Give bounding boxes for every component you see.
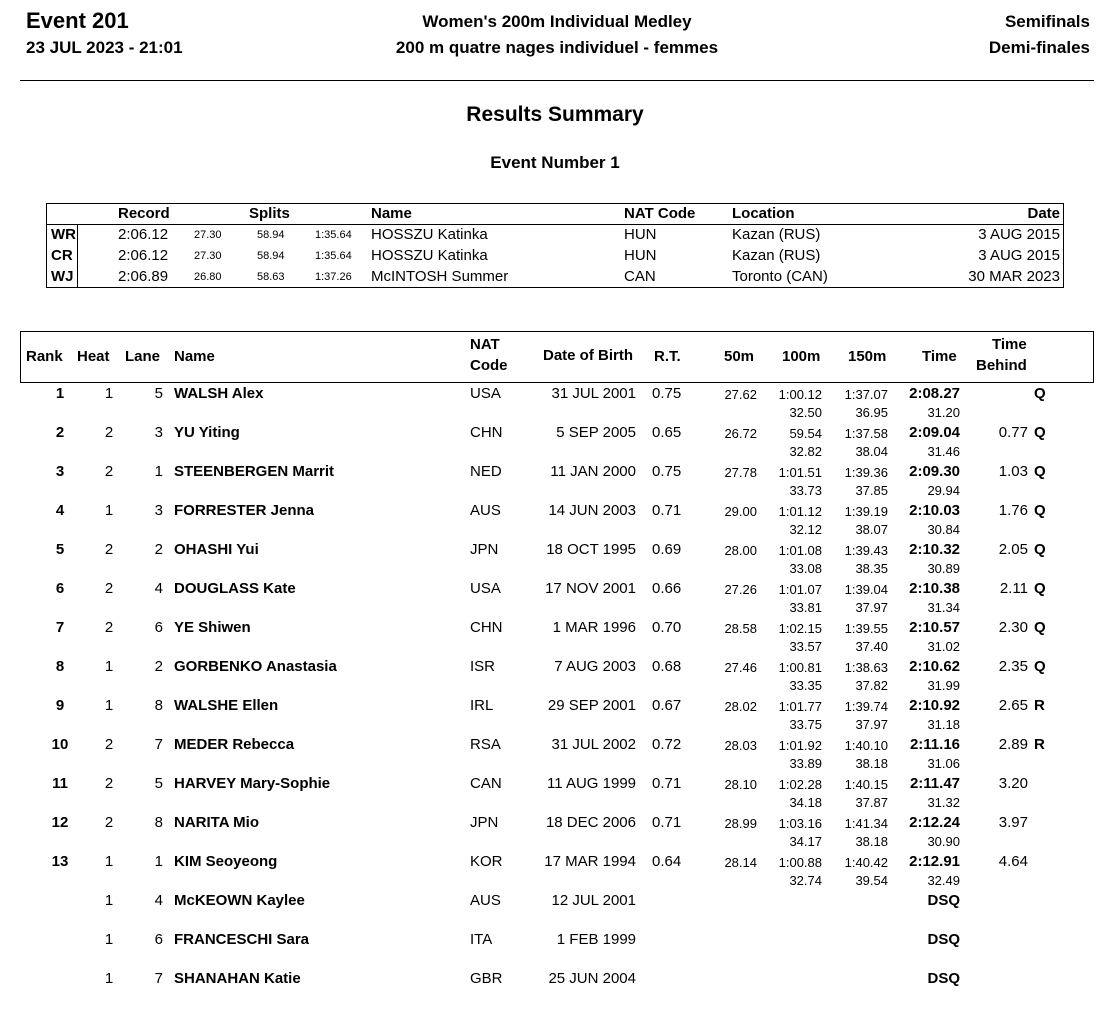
record-name: McINTOSH Summer [371,268,509,285]
result-dob: 1 FEB 1999 [556,931,636,948]
result-lap-150m: 39.54 [855,873,888,888]
result-qualification: R [1034,697,1045,714]
result-split-100m: 1:00.12 [778,387,822,402]
event-datetime: 23 JUL 2023 - 21:01 [26,38,183,57]
result-name: MEDER Rebecca [174,736,295,753]
event-title-en: Women's 200m Individual Medley [422,12,692,31]
result-lane: 4 [154,580,163,597]
record-split-150: 1:35.64 [315,250,352,262]
result-qualification: Q [1034,658,1046,675]
result-time: DSQ [927,970,960,987]
result-qualification: Q [1034,619,1046,636]
record-nat: CAN [624,268,656,285]
result-split-150m: 1:38.63 [844,660,888,675]
result-name: KIM Seoyeong [174,853,278,870]
record-location: Kazan (RUS) [732,247,821,264]
result-row [0,967,1100,1006]
result-lap-final: 31.20 [927,405,960,420]
result-lap-100m: 32.12 [789,522,822,537]
result-qualification: Q [1034,463,1046,480]
header-divider [20,80,1094,81]
result-time-behind: 3.20 [998,775,1028,792]
record-row [47,245,1063,266]
result-split-50m: 28.00 [724,543,757,558]
result-heat: 2 [104,580,114,597]
result-reaction-time: 0.70 [652,619,682,636]
result-split-150m: 1:37.58 [844,426,888,441]
result-nat: IRL [470,697,494,714]
result-heat: 1 [104,697,114,714]
result-heat: 2 [104,775,114,792]
record-location: Toronto (CAN) [732,268,828,285]
result-time-behind: 2.35 [998,658,1028,675]
result-reaction-time: 0.69 [652,541,682,558]
result-split-50m: 29.00 [724,504,757,519]
result-time: 2:10.32 [909,541,960,558]
record-nat: HUN [624,247,657,264]
result-nat: JPN [470,814,499,831]
result-lap-100m: 32.74 [789,873,822,888]
result-heat: 1 [104,853,114,870]
result-split-100m: 1:01.07 [778,582,822,597]
result-lap-100m: 33.81 [789,600,822,615]
records-header-record: Record [118,205,170,222]
result-lap-150m: 38.18 [855,756,888,771]
result-qualification: Q [1034,541,1046,558]
result-rank: 12 [51,814,69,831]
result-qualification: Q [1034,385,1046,402]
result-row [0,655,1100,694]
result-lap-100m: 33.08 [789,561,822,576]
result-row [0,850,1100,889]
result-lap-final: 31.06 [927,756,960,771]
result-time: 2:11.16 [909,736,960,753]
result-reaction-time: 0.75 [652,463,682,480]
result-split-150m: 1:39.55 [844,621,888,636]
result-lap-150m: 38.35 [855,561,888,576]
result-qualification: Q [1034,502,1046,519]
result-nat: CHN [470,424,503,441]
header-heat: Heat [77,348,110,365]
result-time-behind: 3.97 [998,814,1028,831]
result-split-100m: 1:01.12 [778,504,822,519]
result-time: 2:10.38 [909,580,960,597]
header-150m: 150m [848,348,887,365]
event-title-fr: 200 m quatre nages individuel - femmes [395,38,719,57]
result-dob: 31 JUL 2002 [551,736,636,753]
result-lap-100m: 33.89 [789,756,822,771]
result-nat: ITA [470,931,493,948]
result-split-100m: 1:01.08 [778,543,822,558]
result-time: 2:09.04 [909,424,960,441]
result-heat: 2 [104,814,114,831]
records-header-date: Date [1027,205,1060,222]
result-dob: 25 JUN 2004 [548,970,636,987]
result-heat: 2 [104,424,114,441]
result-name: NARITA Mio [174,814,259,831]
result-name: McKEOWN Kaylee [174,892,305,909]
result-reaction-time: 0.72 [652,736,682,753]
record-split-150: 1:35.64 [315,229,352,241]
result-reaction-time: 0.71 [652,502,682,519]
result-nat: GBR [470,970,503,987]
result-lap-final: 31.46 [927,444,960,459]
record-split-150: 1:37.26 [315,271,352,283]
phase-en: Semifinals [1004,12,1090,31]
result-split-150m: 1:40.42 [844,855,888,870]
record-row [47,266,1063,287]
result-lane: 4 [154,892,163,909]
result-name: DOUGLASS Kate [174,580,296,597]
result-split-50m: 28.58 [724,621,757,636]
result-lap-150m: 38.18 [855,834,888,849]
result-rank: 4 [55,502,65,519]
result-time: DSQ [927,892,960,909]
header-100m: 100m [782,348,821,365]
result-name: HARVEY Mary-Sophie [174,775,331,792]
result-name: WALSH Alex [174,385,264,402]
result-split-50m: 28.99 [724,816,757,831]
result-rank: 11 [52,775,68,792]
result-time-behind: 1.03 [998,463,1028,480]
result-split-100m: 1:02.15 [778,621,822,636]
result-dob: 7 AUG 2003 [554,658,636,675]
result-lap-final: 30.89 [927,561,960,576]
header-name: Name [174,348,215,365]
result-name: STEENBERGEN Marrit [174,463,335,480]
result-heat: 1 [104,892,114,909]
result-reaction-time: 0.65 [652,424,682,441]
result-lap-150m: 37.97 [855,717,888,732]
result-lane: 7 [154,970,163,987]
result-split-50m: 27.46 [724,660,757,675]
result-lap-100m: 33.57 [789,639,822,654]
result-split-50m: 27.62 [724,387,757,402]
result-time: DSQ [927,931,960,948]
result-dob: 17 MAR 1994 [544,853,636,870]
header-rank: Rank [26,348,63,365]
result-heat: 1 [104,502,114,519]
record-split-100: 58.63 [257,271,285,283]
result-split-50m: 27.26 [724,582,757,597]
header-lane: Lane [125,348,161,365]
result-split-50m: 28.14 [724,855,757,870]
record-split-100: 58.94 [257,250,285,262]
result-time-behind: 2.05 [998,541,1028,558]
result-lap-final: 31.32 [927,795,960,810]
result-rank: 8 [55,658,65,675]
result-name: FRANCESCHI Sara [174,931,310,948]
result-dob: 29 SEP 2001 [547,697,636,714]
result-lane: 2 [154,658,163,675]
result-row [0,889,1100,928]
result-nat: USA [470,385,501,402]
result-row [0,694,1100,733]
record-split-100: 58.94 [257,229,285,241]
result-split-150m: 1:39.43 [844,543,888,558]
record-name: HOSSZU Katinka [371,247,488,264]
result-reaction-time: 0.71 [652,814,682,831]
result-time: 2:12.24 [909,814,960,831]
result-split-50m: 28.03 [724,738,757,753]
result-rank: 10 [51,736,69,753]
result-time-behind: 0.77 [998,424,1028,441]
header-rt: R.T. [654,348,681,365]
result-lap-150m: 37.97 [855,600,888,615]
result-name: GORBENKO Anastasia [174,658,337,675]
result-dob: 14 JUN 2003 [548,502,636,519]
result-split-100m: 1:03.16 [778,816,822,831]
result-row [0,733,1100,772]
result-name: OHASHI Yui [174,541,259,558]
result-rank: 5 [55,541,65,558]
result-time: 2:10.57 [909,619,960,636]
result-row [0,421,1100,460]
result-lane: 5 [154,775,163,792]
result-split-100m: 1:00.88 [778,855,822,870]
result-rank: 9 [55,697,65,714]
result-row [0,616,1100,655]
result-name: WALSHE Ellen [174,697,279,714]
result-reaction-time: 0.75 [652,385,682,402]
result-lap-100m: 34.17 [789,834,822,849]
result-nat: AUS [470,502,501,519]
result-lap-150m: 37.82 [855,678,888,693]
result-lap-100m: 34.18 [789,795,822,810]
result-time: 2:10.92 [909,697,960,714]
result-heat: 2 [104,463,114,480]
result-split-50m: 27.78 [724,465,757,480]
result-time: 2:12.91 [909,853,960,870]
result-nat: ISR [470,658,496,675]
result-split-150m: 1:39.36 [844,465,888,480]
result-lane: 1 [154,853,163,870]
result-lane: 6 [154,619,163,636]
result-lap-final: 31.99 [927,678,960,693]
result-lap-150m: 37.87 [855,795,888,810]
result-lane: 1 [154,463,163,480]
result-row [0,811,1100,850]
result-nat: CAN [470,775,502,792]
result-time: 2:10.03 [909,502,960,519]
result-heat: 1 [104,658,114,675]
result-split-150m: 1:39.74 [844,699,888,714]
result-lap-150m: 38.07 [855,522,888,537]
result-lap-final: 31.02 [927,639,960,654]
result-split-100m: 1:00.81 [778,660,822,675]
result-row [0,382,1100,421]
result-time-behind: 2.65 [998,697,1028,714]
result-lane: 8 [154,814,163,831]
result-row [0,928,1100,967]
result-time-behind: 4.64 [998,853,1028,870]
result-rank: 2 [55,424,65,441]
header-nat: NAT [470,336,500,353]
result-heat: 1 [104,931,114,948]
record-type: WR [51,226,76,243]
records-header-location: Location [732,205,795,222]
result-heat: 1 [104,385,114,402]
phase-fr: Demi-finales [988,38,1090,57]
result-dob: 12 JUL 2001 [551,892,636,909]
result-rank: 1 [55,385,65,402]
result-dob: 1 MAR 1996 [552,619,636,636]
result-row [0,577,1100,616]
result-lap-100m: 32.50 [789,405,822,420]
result-lap-150m: 38.04 [855,444,888,459]
header-code: Code [470,357,508,374]
record-time: 2:06.89 [118,268,169,285]
result-reaction-time: 0.66 [652,580,682,597]
result-qualification: Q [1034,424,1046,441]
records-header-nat: NAT Code [624,205,696,222]
result-split-50m: 26.72 [724,426,757,441]
result-split-150m: 1:39.19 [844,504,888,519]
result-lap-final: 30.90 [927,834,960,849]
result-dob: 31 JUL 2001 [551,385,636,402]
record-row [47,224,1063,245]
result-split-100m: 1:01.51 [778,465,822,480]
result-heat: 1 [104,970,114,987]
record-date: 30 MAR 2023 [968,268,1060,285]
event-label: Event 201 [26,8,129,33]
result-dob: 17 NOV 2001 [545,580,636,597]
event-number: Event Number 1 [490,153,620,172]
result-dob: 5 SEP 2005 [556,424,636,441]
result-name: FORRESTER Jenna [174,502,315,519]
record-split-50: 27.30 [194,229,222,241]
result-lap-150m: 37.85 [855,483,888,498]
header-time-behind-1: Time [992,336,1027,353]
record-type: CR [51,247,73,264]
record-location: Kazan (RUS) [732,226,821,243]
result-lap-150m: 36.95 [855,405,888,420]
record-time: 2:06.12 [118,247,169,264]
result-name: YU Yiting [174,424,240,441]
result-lane: 7 [154,736,163,753]
result-rank: 3 [55,463,65,480]
record-date: 3 AUG 2015 [978,226,1060,243]
result-lap-100m: 32.82 [789,444,822,459]
result-reaction-time: 0.64 [652,853,682,870]
result-name: SHANAHAN Katie [174,970,301,987]
result-lane: 3 [154,424,163,441]
record-type: WJ [51,268,74,285]
result-lane: 6 [154,931,163,948]
result-nat: USA [470,580,501,597]
result-name: YE Shiwen [174,619,251,636]
result-time: 2:09.30 [909,463,960,480]
result-time-behind: 2.89 [998,736,1028,753]
record-nat: HUN [624,226,657,243]
result-time: 2:11.47 [909,775,960,792]
result-time: 2:10.62 [909,658,960,675]
result-nat: CHN [470,619,503,636]
record-time: 2:06.12 [118,226,169,243]
result-lap-100m: 33.75 [789,717,822,732]
result-rank: 13 [51,853,69,870]
result-time: 2:08.27 [909,385,960,402]
result-lane: 3 [154,502,163,519]
result-split-100m: 1:01.92 [778,738,822,753]
result-row [0,772,1100,811]
records-header-splits: Splits [249,205,290,222]
result-reaction-time: 0.71 [652,775,682,792]
result-nat: RSA [470,736,501,753]
result-lap-100m: 33.73 [789,483,822,498]
records-header-name: Name [371,205,412,222]
result-dob: 18 DEC 2006 [545,814,636,831]
result-lane: 5 [154,385,163,402]
result-split-150m: 1:41.34 [844,816,888,831]
record-split-50: 26.80 [194,271,222,283]
record-date: 3 AUG 2015 [978,247,1060,264]
result-lane: 8 [154,697,163,714]
result-dob: 11 JAN 2000 [550,463,636,480]
result-heat: 2 [104,541,114,558]
result-split-150m: 1:40.15 [844,777,888,792]
result-dob: 18 OCT 1995 [546,541,636,558]
header-time: Time [922,348,957,365]
result-reaction-time: 0.68 [652,658,682,675]
result-row [0,538,1100,577]
result-lap-final: 31.18 [927,717,960,732]
result-split-50m: 28.02 [724,699,757,714]
result-row [0,460,1100,499]
result-qualification: R [1034,736,1045,753]
record-split-50: 27.30 [194,250,222,262]
result-lap-final: 31.34 [927,600,960,615]
record-name: HOSSZU Katinka [371,226,488,243]
records-header [47,203,1063,224]
result-split-150m: 1:39.04 [844,582,888,597]
result-heat: 2 [104,736,114,753]
header-50m: 50m [724,348,755,365]
result-nat: NED [470,463,502,480]
result-time-behind: 2.30 [998,619,1028,636]
result-split-100m: 59.54 [789,426,822,441]
result-time-behind: 2.11 [999,580,1028,597]
result-dob: 11 AUG 1999 [547,775,636,792]
header-time-behind-2: Behind [976,357,1027,374]
result-lap-100m: 33.35 [789,678,822,693]
result-time-behind: 1.76 [998,502,1028,519]
result-reaction-time: 0.67 [652,697,682,714]
result-heat: 2 [104,619,114,636]
result-split-100m: 1:01.77 [778,699,822,714]
result-split-100m: 1:02.28 [778,777,822,792]
result-nat: KOR [470,853,503,870]
result-nat: JPN [470,541,499,558]
result-split-150m: 1:37.07 [844,387,888,402]
result-split-50m: 28.10 [724,777,757,792]
result-qualification: Q [1034,580,1046,597]
result-lap-150m: 37.40 [855,639,888,654]
result-nat: AUS [470,892,501,909]
results-summary-title: Results Summary [466,103,644,126]
result-lap-final: 29.94 [927,483,960,498]
result-row [0,499,1100,538]
result-lap-final: 30.84 [927,522,960,537]
result-rank: 7 [55,619,65,636]
result-split-150m: 1:40.10 [844,738,888,753]
header-dob: Date of Birth [543,347,633,364]
result-lap-final: 32.49 [927,873,960,888]
result-rank: 6 [55,580,65,597]
result-lane: 2 [154,541,163,558]
